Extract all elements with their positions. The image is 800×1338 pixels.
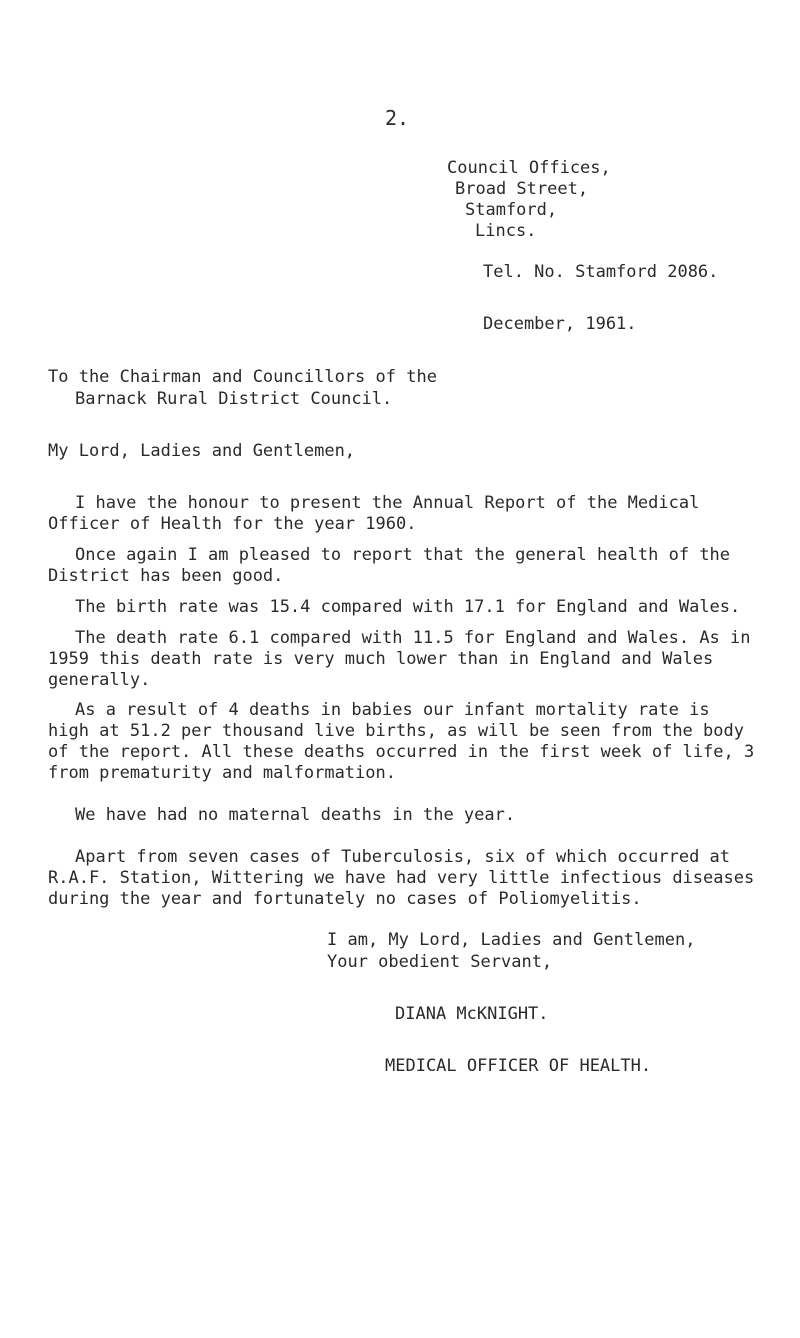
paragraph: [48, 847, 758, 910]
address-line: Lincs.: [475, 221, 537, 241]
paragraph: [48, 628, 758, 691]
paragraph-text: As a result of 4 deaths in babies our infant mortality rate is high at 51.2 per thousand live births, as will be seen from the body of the report. All these deaths occurred in the first week of life, 3 from prematurity and malformation.: [48, 700, 755, 783]
telephone-number: Tel. No. Stamford 2086.: [483, 262, 719, 282]
paragraph-text: Apart from seven cases of Tuberculosis, six of which occurred at R.A.F. Station, Wittering we have had very little infectious diseases during the year and fortunately no cases of Poliomyelitis.: [48, 847, 755, 909]
paragraph: [48, 805, 758, 826]
addressee-line: To the Chairman and Councillors of the: [48, 367, 437, 387]
paragraph: [48, 700, 758, 784]
paragraph-text: Once again I am pleased to report that the general health of the District has been good.: [48, 545, 731, 586]
closing-line: I am, My Lord, Ladies and Gentlemen,: [327, 930, 696, 950]
address-line: Stamford,: [465, 200, 558, 220]
paragraph: [48, 545, 758, 587]
signatory-title: MEDICAL OFFICER OF HEALTH.: [385, 1056, 652, 1076]
paragraph-text: The death rate 6.1 compared with 11.5 for England and Wales. As in 1959 this death rate is very much lower than in England and Wales generally.: [48, 628, 751, 690]
paragraph-text: I have the honour to present the Annual Report of the Medical Officer of Health for the year 1960.: [48, 493, 700, 534]
closing-line: Your obedient Servant,: [327, 952, 553, 972]
address-line: Broad Street,: [455, 179, 589, 199]
page-number: 2.: [385, 106, 410, 130]
addressee-line: Barnack Rural District Council.: [75, 389, 393, 409]
paragraph: [48, 493, 758, 535]
signature-name: DIANA McKNIGHT.: [395, 1004, 549, 1024]
address-line: Council Offices,: [447, 158, 611, 178]
salutation: My Lord, Ladies and Gentlemen,: [48, 441, 356, 461]
paragraph-text: The birth rate was 15.4 compared with 17.1 for England and Wales.: [75, 597, 741, 617]
paragraph: [48, 597, 758, 618]
paragraph-text: We have had no maternal deaths in the year.: [75, 805, 516, 825]
letter-date: December, 1961.: [483, 314, 637, 334]
